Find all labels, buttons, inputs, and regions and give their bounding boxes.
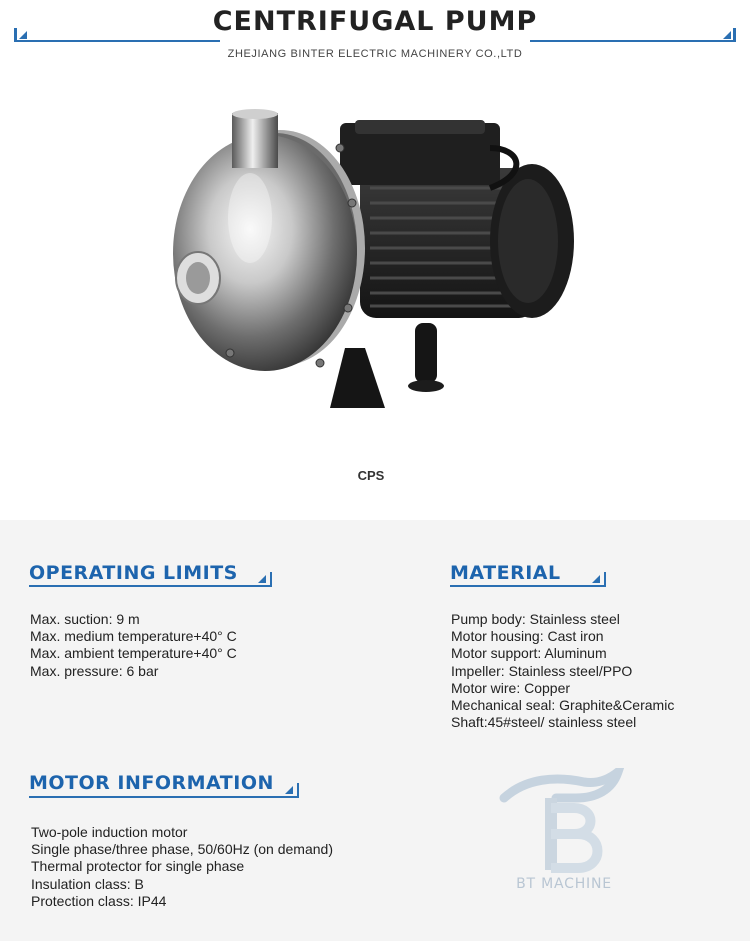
operating-limits-bracket xyxy=(270,572,272,586)
title-corner-left xyxy=(14,28,17,41)
list-item: Thermal protector for single phase xyxy=(31,858,245,875)
motor-information-heading: MOTOR INFORMATION xyxy=(29,772,274,794)
corner-triangle-icon xyxy=(592,575,600,583)
list-item: Motor support: Aluminum xyxy=(451,645,607,662)
motor-information-list xyxy=(31,824,333,910)
material-rule xyxy=(450,585,606,587)
centrifugal-pump-photo xyxy=(160,108,590,438)
material-heading: MATERIAL xyxy=(450,562,561,584)
corner-triangle-icon xyxy=(19,31,27,39)
list-item: Mechanical seal: Graphite&Ceramic xyxy=(451,697,675,714)
watermark-text: BT MACHINE xyxy=(516,876,612,892)
material-bracket xyxy=(604,572,606,586)
motor-information-rule xyxy=(29,796,299,798)
title-rule-right xyxy=(530,40,736,42)
list-item: Max. suction: 9 m xyxy=(30,611,140,627)
list-item: Two-pole induction motor xyxy=(31,824,188,840)
list-item: Max. medium temperature+40° C xyxy=(30,628,237,645)
list-item: Single phase/three phase, 50/60Hz (on demand) xyxy=(31,841,333,858)
product-model-caption: CPS xyxy=(357,468,385,483)
list-item: Insulation class: B xyxy=(31,875,144,892)
list-item: Max. pressure: 6 bar xyxy=(30,662,159,679)
corner-triangle-icon xyxy=(285,786,293,794)
list-item: Impeller: Stainless steel/PPO xyxy=(451,662,633,679)
operating-limits-rule xyxy=(29,585,272,587)
corner-triangle-icon xyxy=(723,31,731,39)
company-name: ZHEJIANG BINTER ELECTRIC MACHINERY CO.,LTD xyxy=(227,48,523,60)
title-corner-right xyxy=(733,28,736,41)
list-item: Max. ambient temperature+40° C xyxy=(30,645,237,662)
list-item: Motor wire: Copper xyxy=(451,679,571,696)
list-item: Pump body: Stainless steel xyxy=(451,611,620,627)
material-list xyxy=(451,611,674,731)
operating-limits-heading: OPERATING LIMITS xyxy=(29,562,238,584)
page-title: CENTRIFUGAL PUMP xyxy=(212,6,538,37)
motor-information-bracket xyxy=(297,783,299,797)
list-item: Protection class: IP44 xyxy=(31,892,167,909)
title-rule-left xyxy=(14,40,220,42)
operating-limits-list xyxy=(30,611,237,680)
list-item: Motor housing: Cast iron xyxy=(451,628,604,645)
list-item: Shaft:45#steel/ stainless steel xyxy=(451,714,637,731)
corner-triangle-icon xyxy=(258,575,266,583)
